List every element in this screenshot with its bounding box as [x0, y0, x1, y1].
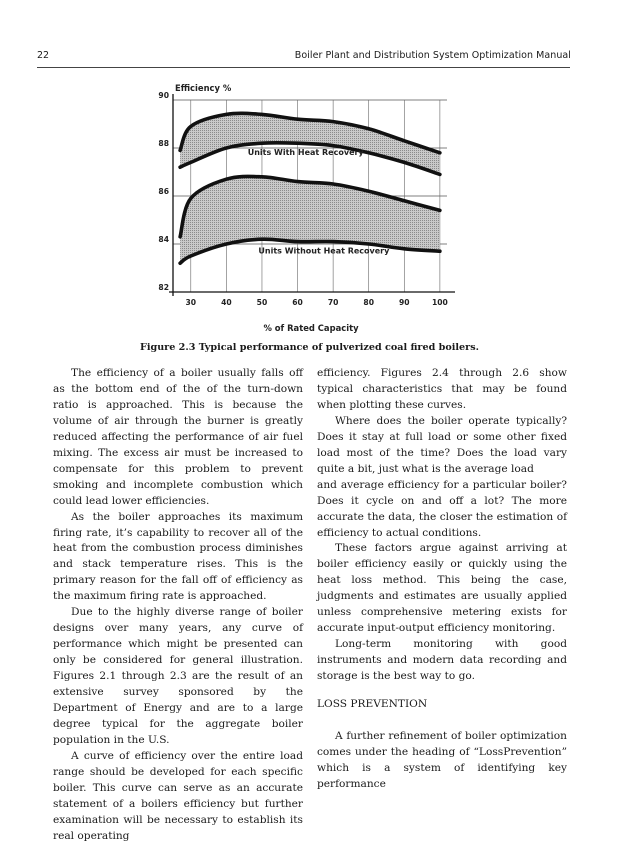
x-tick-label: 30: [185, 298, 197, 307]
x-tick-label: 60: [292, 298, 303, 307]
x-axis-title: % of Rated Capacity: [263, 323, 359, 333]
y-tick-label: 90: [158, 91, 169, 100]
x-tick-label: 70: [327, 298, 339, 307]
section-heading: LOSS PREVENTION: [317, 698, 428, 711]
y-tick-label: 88: [158, 139, 169, 148]
paragraph: efficiency. Figures 2.4 through 2.6 show typical characteristics that may be found when plotting these curves.: [317, 367, 567, 411]
paragraph: The efficiency of a boiler usually falls off as the bottom end of the of the turn-down ratio is approached. This is because the volume of air through the burner is greatly reduced affecting the performance of air fuel mixing. The excess air must be increased to compensate for this problem to prevent smoking and incomplete combustion which could lead lower efficiencies.: [53, 367, 303, 507]
y-tick-label: 82: [158, 283, 169, 292]
series-label: Units Without Heat Recovery: [258, 246, 390, 256]
left-column: [53, 366, 303, 845]
paragraph: A further refinement of boiler optimization comes under the heading of “LossPrevention” which is a system of identifying key performance: [317, 730, 567, 790]
y-axis-title: Efficiency %: [175, 83, 232, 93]
series-label: Units With Heat Recovery: [247, 148, 364, 158]
page-header: [37, 50, 571, 66]
x-tick-label: 50: [256, 298, 268, 307]
x-tick-label: 80: [363, 298, 375, 307]
x-tick-label: 40: [221, 298, 232, 307]
paragraph: These factors argue against arriving at boiler efficiency easily or quickly using the heat loss method. This being the case, judgments and estimates are usually applied unless comprehensive metering exists for accurate input-output efficiency monitoring.: [317, 542, 567, 635]
paragraph: and average efficiency for a particular boiler? Does it cycle on and off a lot? The more accurate the data, the closer the estimation of efficiency to actual conditions.: [317, 478, 567, 539]
x-tick-label: 90: [399, 298, 410, 307]
efficiency-chart: [140, 78, 460, 340]
paragraph: As the boiler approaches its maximum firing rate, it’s capability to recover all of the heat from the combustion process diminishes and stack temperature rises. This is the primary reason for the fall off of efficiency as the maximum firing rate is approached.: [53, 510, 303, 603]
paragraph: Due to the highly diverse range of boiler designs over many years, any curve of performance which might be presented can only be considered for general illustration. Figures 2.1 through 2.3 are the result of an extensive survey sponsored by the Department of Energy and are to a large degree typical for the aggregate boiler population in the U.S.: [53, 606, 303, 746]
paragraph: A curve of efficiency over the entire load range should be developed for each specific boiler. This curve can serve as an accurate statement of a boilers efficiency but further examination will be necessary to establish its real operating: [53, 749, 303, 842]
header-rule: [37, 67, 570, 68]
paragraph: Long-term monitoring with good instruments and modern data recording and storage is the best way to go.: [317, 638, 567, 683]
figure-caption: Figure 2.3 Typical performance of pulverized coal fired boilers.: [140, 342, 479, 353]
running-title: Boiler Plant and Distribution System Optimization Manual: [294, 50, 571, 61]
paragraph: Where does the boiler operate typically? Does it stay at full load or some other fixed load most of the time? Does the load vary quite a bit, just what is the average load: [317, 414, 567, 475]
y-tick-label: 86: [158, 187, 169, 196]
y-tick-label: 84: [158, 235, 169, 244]
x-tick-label: 100: [431, 298, 448, 307]
page-number: 22: [37, 50, 50, 61]
right-column: [317, 366, 567, 793]
